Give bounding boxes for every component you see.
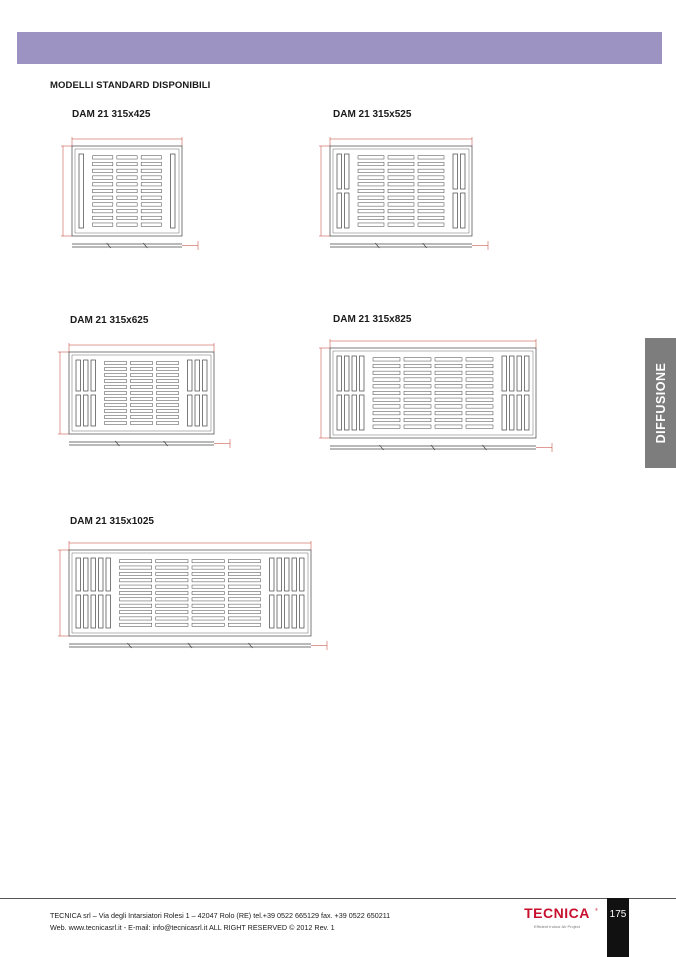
horizontal-slot	[157, 392, 179, 395]
horizontal-slot	[131, 362, 153, 365]
vertical-slot	[360, 395, 365, 430]
horizontal-slot	[373, 364, 400, 367]
horizontal-slot	[117, 216, 137, 219]
horizontal-slot	[120, 579, 152, 582]
horizontal-slot	[120, 566, 152, 569]
vertical-slot	[510, 395, 515, 430]
horizontal-slot	[117, 162, 137, 165]
horizontal-slot	[418, 156, 444, 159]
horizontal-slot	[418, 162, 444, 165]
grille-inner-frame	[75, 149, 179, 233]
horizontal-slot	[131, 416, 153, 419]
vertical-slot	[461, 154, 466, 189]
horizontal-slot	[131, 404, 153, 407]
horizontal-slot	[157, 422, 179, 425]
horizontal-slot	[120, 623, 152, 626]
horizontal-slot	[228, 617, 260, 620]
horizontal-slot	[105, 392, 127, 395]
horizontal-slot	[358, 162, 384, 165]
horizontal-slot	[156, 598, 188, 601]
horizontal-slot	[141, 183, 161, 186]
horizontal-slot	[228, 579, 260, 582]
vertical-slot	[300, 595, 305, 628]
vertical-slot	[453, 154, 458, 189]
horizontal-slot	[105, 380, 127, 383]
grille-drawing	[318, 134, 490, 252]
vertical-slot	[91, 595, 96, 628]
vertical-slot	[99, 595, 104, 628]
horizontal-slot	[388, 196, 414, 199]
vertical-slot	[99, 558, 104, 591]
horizontal-slot	[156, 579, 188, 582]
horizontal-slot	[93, 183, 113, 186]
horizontal-slot	[131, 422, 153, 425]
grille-inner-frame	[72, 553, 308, 633]
horizontal-slot	[404, 378, 431, 381]
vertical-slot	[84, 395, 89, 426]
horizontal-slot	[157, 404, 179, 407]
horizontal-slot	[435, 391, 462, 394]
horizontal-slot	[404, 398, 431, 401]
section-title: MODELLI STANDARD DISPONIBILI	[50, 80, 211, 91]
horizontal-slot	[435, 425, 462, 428]
horizontal-slot	[466, 412, 493, 415]
horizontal-slot	[192, 604, 224, 607]
vertical-slot	[352, 356, 357, 391]
horizontal-slot	[157, 368, 179, 371]
horizontal-slot	[131, 386, 153, 389]
horizontal-slot	[435, 398, 462, 401]
horizontal-slot	[228, 611, 260, 614]
horizontal-slot	[418, 196, 444, 199]
vertical-slot	[76, 395, 81, 426]
vertical-slot	[345, 154, 350, 189]
grille-inner-frame	[72, 355, 211, 431]
model-label: DAM 21 315x525	[333, 109, 412, 120]
model-label: DAM 21 315x625	[70, 315, 149, 326]
footer-divider	[0, 898, 676, 899]
grille-drawing	[318, 336, 554, 454]
horizontal-slot	[156, 617, 188, 620]
horizontal-slot	[373, 358, 400, 361]
horizontal-slot	[388, 223, 414, 226]
page-number: 175	[609, 909, 627, 920]
horizontal-slot	[141, 176, 161, 179]
horizontal-slot	[435, 364, 462, 367]
vertical-slot	[300, 558, 305, 591]
horizontal-slot	[117, 169, 137, 172]
logo-tagline: Efficient Indoor Air Project	[534, 924, 580, 929]
horizontal-slot	[105, 416, 127, 419]
vertical-slot	[352, 395, 357, 430]
horizontal-slot	[388, 189, 414, 192]
vertical-slot	[195, 360, 200, 391]
vertical-slot	[188, 360, 193, 391]
vertical-slot	[270, 595, 275, 628]
vertical-slot	[106, 558, 111, 591]
vertical-slot	[502, 395, 507, 430]
horizontal-slot	[404, 371, 431, 374]
footer-contacts: Web. www.tecnicasrl.it - E-mail: info@tecnicasrl.it ALL RIGHT RESERVED © 2012 Rev. 1	[50, 923, 335, 932]
vertical-slot	[79, 154, 84, 228]
horizontal-slot	[418, 216, 444, 219]
model-label: DAM 21 315x825	[333, 314, 412, 325]
horizontal-slot	[93, 162, 113, 165]
tecnica-logo	[516, 905, 598, 935]
grille-drawing	[57, 538, 329, 652]
horizontal-slot	[228, 623, 260, 626]
vertical-slot	[188, 395, 193, 426]
horizontal-slot	[192, 585, 224, 588]
grille-inner-frame	[333, 149, 469, 233]
horizontal-slot	[141, 210, 161, 213]
horizontal-slot	[157, 362, 179, 365]
vertical-slot	[84, 595, 89, 628]
horizontal-slot	[404, 418, 431, 421]
horizontal-slot	[404, 385, 431, 388]
horizontal-slot	[388, 162, 414, 165]
horizontal-slot	[93, 169, 113, 172]
horizontal-slot	[358, 156, 384, 159]
horizontal-slot	[228, 572, 260, 575]
horizontal-slot	[93, 223, 113, 226]
horizontal-slot	[105, 386, 127, 389]
horizontal-slot	[466, 358, 493, 361]
horizontal-slot	[373, 378, 400, 381]
horizontal-slot	[228, 560, 260, 563]
horizontal-slot	[156, 591, 188, 594]
horizontal-slot	[358, 189, 384, 192]
horizontal-slot	[388, 203, 414, 206]
horizontal-slot	[418, 223, 444, 226]
vertical-slot	[337, 154, 342, 189]
horizontal-slot	[105, 368, 127, 371]
horizontal-slot	[120, 611, 152, 614]
vertical-slot	[292, 595, 297, 628]
vertical-slot	[203, 360, 208, 391]
horizontal-slot	[435, 412, 462, 415]
horizontal-slot	[435, 385, 462, 388]
horizontal-slot	[192, 566, 224, 569]
side-tab-diffusione	[645, 338, 676, 468]
horizontal-slot	[117, 196, 137, 199]
horizontal-slot	[358, 196, 384, 199]
horizontal-slot	[117, 183, 137, 186]
vertical-slot	[345, 395, 350, 430]
horizontal-slot	[192, 560, 224, 563]
horizontal-slot	[388, 216, 414, 219]
vertical-slot	[76, 595, 81, 628]
horizontal-slot	[228, 566, 260, 569]
vertical-slot	[195, 395, 200, 426]
horizontal-slot	[404, 405, 431, 408]
horizontal-slot	[373, 391, 400, 394]
horizontal-slot	[131, 410, 153, 413]
horizontal-slot	[93, 176, 113, 179]
vertical-slot	[76, 558, 81, 591]
horizontal-slot	[192, 598, 224, 601]
horizontal-slot	[117, 223, 137, 226]
horizontal-slot	[156, 566, 188, 569]
horizontal-slot	[156, 611, 188, 614]
horizontal-slot	[192, 579, 224, 582]
horizontal-slot	[435, 371, 462, 374]
horizontal-slot	[141, 216, 161, 219]
horizontal-slot	[435, 378, 462, 381]
horizontal-slot	[105, 410, 127, 413]
horizontal-slot	[373, 418, 400, 421]
vertical-slot	[525, 356, 530, 391]
model-label: DAM 21 315x1025	[70, 516, 154, 527]
horizontal-slot	[105, 404, 127, 407]
horizontal-slot	[418, 176, 444, 179]
vertical-slot	[345, 193, 350, 228]
vertical-slot	[453, 193, 458, 228]
vertical-slot	[76, 360, 81, 391]
horizontal-slot	[131, 380, 153, 383]
horizontal-slot	[117, 189, 137, 192]
horizontal-slot	[131, 392, 153, 395]
vertical-slot	[91, 558, 96, 591]
horizontal-slot	[373, 405, 400, 408]
vertical-slot	[91, 395, 96, 426]
logo-wordmark: TECNICA	[524, 905, 590, 921]
horizontal-slot	[105, 422, 127, 425]
horizontal-slot	[105, 362, 127, 365]
horizontal-slot	[141, 223, 161, 226]
horizontal-slot	[156, 572, 188, 575]
horizontal-slot	[141, 156, 161, 159]
horizontal-slot	[156, 585, 188, 588]
horizontal-slot	[117, 156, 137, 159]
vertical-slot	[337, 356, 342, 391]
horizontal-slot	[141, 196, 161, 199]
horizontal-slot	[404, 364, 431, 367]
horizontal-slot	[131, 368, 153, 371]
horizontal-slot	[373, 371, 400, 374]
horizontal-slot	[93, 216, 113, 219]
horizontal-slot	[358, 210, 384, 213]
vertical-slot	[285, 558, 290, 591]
horizontal-slot	[157, 386, 179, 389]
horizontal-slot	[435, 358, 462, 361]
vertical-slot	[345, 356, 350, 391]
horizontal-slot	[404, 358, 431, 361]
vertical-slot	[277, 558, 282, 591]
vertical-slot	[517, 395, 522, 430]
horizontal-slot	[192, 623, 224, 626]
grille-frame	[330, 348, 536, 438]
horizontal-slot	[418, 183, 444, 186]
horizontal-slot	[192, 617, 224, 620]
horizontal-slot	[228, 598, 260, 601]
vertical-slot	[517, 356, 522, 391]
horizontal-slot	[435, 418, 462, 421]
vertical-slot	[285, 595, 290, 628]
horizontal-slot	[358, 203, 384, 206]
grille-frame	[69, 550, 311, 636]
vertical-slot	[84, 558, 89, 591]
horizontal-slot	[373, 412, 400, 415]
grille-inner-frame	[333, 351, 533, 435]
horizontal-slot	[120, 591, 152, 594]
vertical-slot	[203, 395, 208, 426]
footer-address: TECNICA srl – Via degli Intarsiatori Rolesi 1 – 42047 Rolo (RE) tel.+39 0522 665129 fax. +39 0522 650211	[50, 911, 391, 920]
horizontal-slot	[141, 162, 161, 165]
horizontal-slot	[141, 203, 161, 206]
horizontal-slot	[120, 560, 152, 563]
horizontal-slot	[228, 591, 260, 594]
horizontal-slot	[117, 203, 137, 206]
horizontal-slot	[120, 585, 152, 588]
horizontal-slot	[435, 405, 462, 408]
horizontal-slot	[358, 223, 384, 226]
horizontal-slot	[157, 374, 179, 377]
horizontal-slot	[192, 611, 224, 614]
horizontal-slot	[93, 189, 113, 192]
horizontal-slot	[418, 210, 444, 213]
vertical-slot	[337, 395, 342, 430]
horizontal-slot	[93, 210, 113, 213]
horizontal-slot	[358, 183, 384, 186]
side-tab-label: DIFFUSIONE	[653, 362, 668, 444]
horizontal-slot	[466, 405, 493, 408]
vertical-slot	[337, 193, 342, 228]
horizontal-slot	[466, 398, 493, 401]
horizontal-slot	[418, 169, 444, 172]
vertical-slot	[502, 356, 507, 391]
horizontal-slot	[156, 560, 188, 563]
horizontal-slot	[418, 189, 444, 192]
horizontal-slot	[466, 418, 493, 421]
horizontal-slot	[388, 176, 414, 179]
horizontal-slot	[156, 604, 188, 607]
horizontal-slot	[358, 169, 384, 172]
horizontal-slot	[466, 385, 493, 388]
horizontal-slot	[117, 210, 137, 213]
horizontal-slot	[388, 183, 414, 186]
horizontal-slot	[228, 585, 260, 588]
vertical-slot	[292, 558, 297, 591]
vertical-slot	[270, 558, 275, 591]
horizontal-slot	[157, 398, 179, 401]
horizontal-slot	[117, 176, 137, 179]
horizontal-slot	[141, 169, 161, 172]
horizontal-slot	[157, 416, 179, 419]
horizontal-slot	[466, 364, 493, 367]
horizontal-slot	[131, 374, 153, 377]
horizontal-slot	[404, 391, 431, 394]
horizontal-slot	[192, 591, 224, 594]
vertical-slot	[106, 595, 111, 628]
grille-frame	[330, 146, 472, 236]
horizontal-slot	[358, 176, 384, 179]
vertical-slot	[84, 360, 89, 391]
vertical-slot	[461, 193, 466, 228]
horizontal-slot	[131, 398, 153, 401]
vertical-slot	[171, 154, 176, 228]
horizontal-slot	[404, 412, 431, 415]
grille-drawing	[57, 340, 232, 450]
horizontal-slot	[93, 203, 113, 206]
horizontal-slot	[373, 398, 400, 401]
horizontal-slot	[466, 425, 493, 428]
page-number-box	[607, 898, 629, 957]
horizontal-slot	[120, 604, 152, 607]
horizontal-slot	[388, 156, 414, 159]
horizontal-slot	[466, 378, 493, 381]
horizontal-slot	[120, 572, 152, 575]
horizontal-slot	[156, 623, 188, 626]
horizontal-slot	[192, 572, 224, 575]
horizontal-slot	[141, 189, 161, 192]
horizontal-slot	[105, 374, 127, 377]
horizontal-slot	[93, 156, 113, 159]
horizontal-slot	[120, 617, 152, 620]
horizontal-slot	[388, 210, 414, 213]
horizontal-slot	[105, 398, 127, 401]
horizontal-slot	[388, 169, 414, 172]
vertical-slot	[360, 356, 365, 391]
horizontal-slot	[373, 385, 400, 388]
vertical-slot	[525, 395, 530, 430]
header-band	[17, 32, 662, 64]
vertical-slot	[91, 360, 96, 391]
horizontal-slot	[358, 216, 384, 219]
horizontal-slot	[228, 604, 260, 607]
model-label: DAM 21 315x425	[72, 109, 151, 120]
horizontal-slot	[120, 598, 152, 601]
grille-frame	[72, 146, 182, 236]
horizontal-slot	[418, 203, 444, 206]
trademark-mark: ®	[595, 907, 598, 912]
horizontal-slot	[466, 391, 493, 394]
horizontal-slot	[404, 425, 431, 428]
horizontal-slot	[466, 371, 493, 374]
horizontal-slot	[157, 410, 179, 413]
vertical-slot	[510, 356, 515, 391]
vertical-slot	[277, 595, 282, 628]
horizontal-slot	[373, 425, 400, 428]
horizontal-slot	[93, 196, 113, 199]
horizontal-slot	[157, 380, 179, 383]
grille-drawing	[60, 134, 200, 252]
